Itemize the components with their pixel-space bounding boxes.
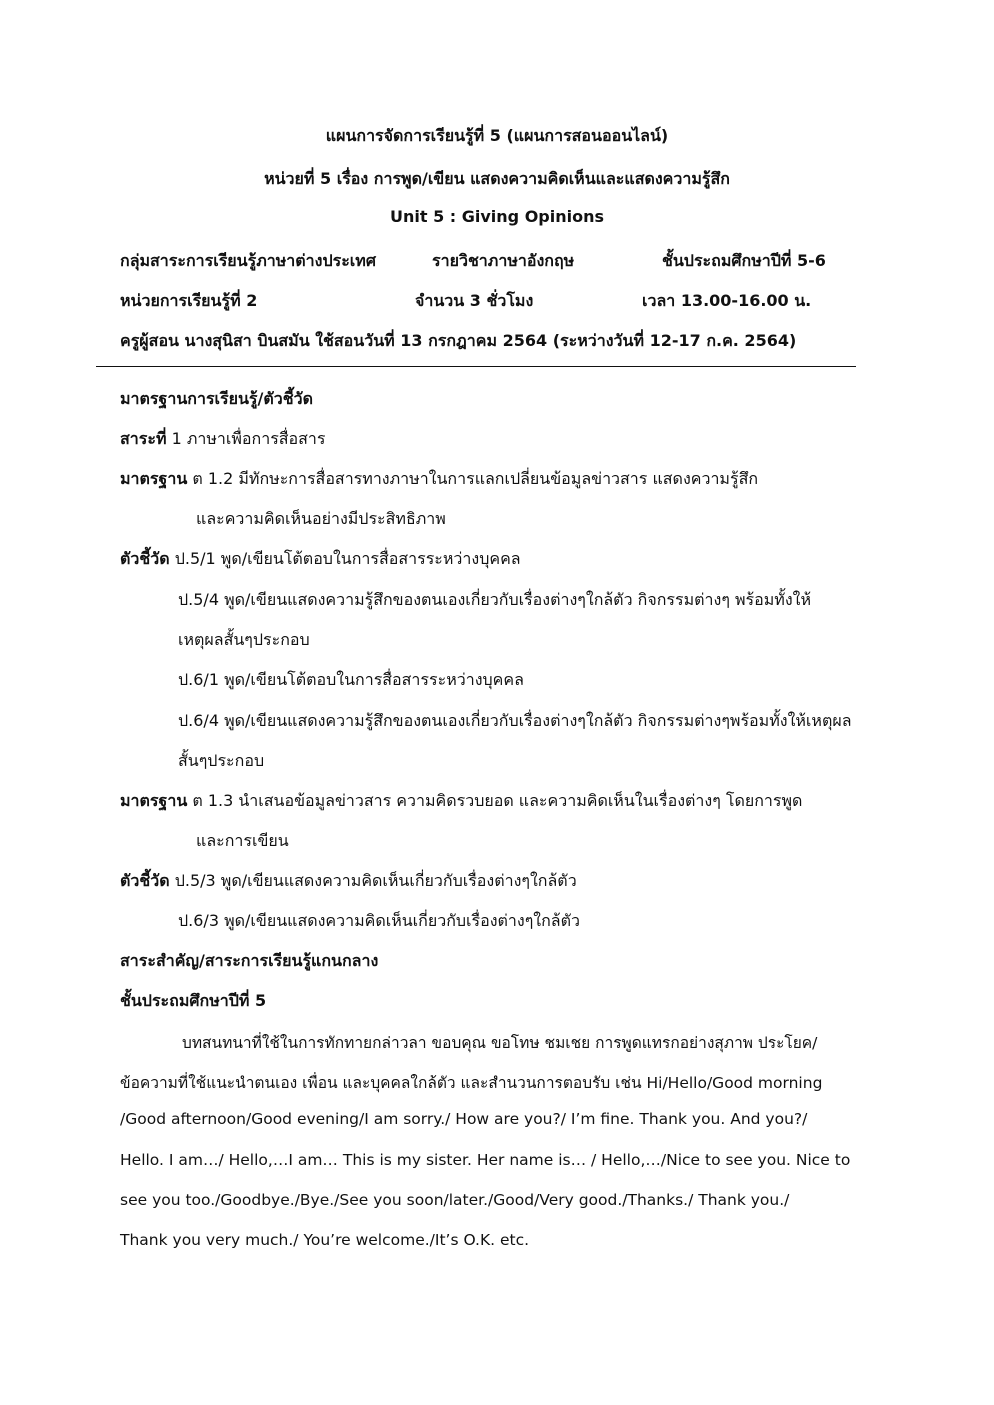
unit-title-th: หน่วยที่ 5 เรื่อง การพูด/เขียน แสดงความคิดเห็นและแสดงความรู้สึก: [264, 169, 730, 188]
indicator2-line: [120, 869, 577, 894]
standard1-label: มาตรฐาน: [120, 469, 188, 488]
paragraph-line: Hello. I am…/ Hello,…I am… This is my sister. Her name is… / Hello,…/Nice to see you. Nice to: [120, 1151, 851, 1169]
indicator1-label: ตัวชี้วัด: [120, 549, 170, 568]
standard2-label: มาตรฐาน: [120, 791, 188, 810]
paragraph-line: บทสนทนาที่ใช้ในการทักทายกล่าวลา ขอบคุณ ขอโทษ ชมเชย การพูดแทรกอย่างสุภาพ ประโยค/: [182, 1034, 818, 1052]
indicator-p63: ป.6/3 พูด/เขียนแสดงความคิดเห็นเกี่ยวกับเรื่องต่างๆใกล้ตัว: [178, 911, 580, 930]
indicator2-text: ป.5/3 พูด/เขียนแสดงความคิดเห็นเกี่ยวกับเรื่องต่างๆใกล้ตัว: [169, 871, 577, 890]
learning-unit: หน่วยการเรียนรู้ที่ 2: [120, 291, 258, 310]
strand-line: [120, 427, 326, 452]
strand-label: สาระที่: [120, 429, 167, 448]
subject-name: รายวิชาภาษาอังกฤษ: [432, 251, 575, 270]
indicator-p54: ป.5/4 พูด/เขียนแสดงความรู้สึกของตนเองเกี่ยวกับเรื่องต่างๆใกล้ตัว กิจกรรมต่างๆ พร้อมทั้งให้: [178, 590, 812, 609]
subject-group: กลุ่มสาระการเรียนรู้ภาษาต่างประเทศ: [120, 251, 376, 270]
standard1-cont: และความคิดเห็นอย่างมีประสิทธิภาพ: [196, 509, 446, 528]
indicator2-label: ตัวชี้วัด: [120, 871, 170, 890]
grade5-heading: ชั้นประถมศึกษาปีที่ 5: [120, 991, 267, 1010]
paragraph-line: Thank you very much./ You’re welcome./It’s O.K. etc.: [120, 1231, 530, 1249]
strand-text: 1 ภาษาเพื่อการสื่อสาร: [166, 429, 326, 448]
standard2-line: [120, 789, 802, 814]
hours: จำนวน 3 ชั่วโมง: [415, 291, 534, 310]
core-heading: สาระสำคัญ/สาระการเรียนรู้แกนกลาง: [120, 951, 379, 970]
paragraph-line: see you too./Goodbye./Bye./See you soon/later./Good/Very good./Thanks./ Thank you./: [120, 1191, 790, 1209]
standard2-text: ต 1.3 นำเสนอข้อมูลข่าวสาร ความคิดรวบยอด และความคิดเห็นในเรื่องต่างๆ โดยการพูด: [187, 791, 803, 810]
indicator-p54-cont: เหตุผลสั้นๆประกอบ: [178, 630, 310, 649]
meta-row-subject: [120, 249, 860, 275]
unit-title-en: Unit 5 : Giving Opinions: [389, 207, 605, 226]
divider: [96, 366, 856, 367]
indicator-p64-cont: สั้นๆประกอบ: [178, 751, 265, 770]
time: เวลา 13.00-16.00 น.: [642, 291, 812, 310]
standards-heading: มาตรฐานการเรียนรู้/ตัวชี้วัด: [120, 389, 313, 408]
standard1-line: [120, 467, 758, 492]
indicator1-text: ป.5/1 พูด/เขียนโต้ตอบในการสื่อสารระหว่างบุคคล: [169, 549, 521, 568]
meta-row-unit: [120, 289, 860, 315]
standard2-cont: และการเขียน: [196, 831, 289, 850]
standard1-text: ต 1.2 มีทักษะการสื่อสารทางภาษาในการแลกเปลี่ยนข้อมูลข่าวสาร แสดงความรู้สึก: [187, 469, 759, 488]
indicator-p64: ป.6/4 พูด/เขียนแสดงความรู้สึกของตนเองเกี่ยวกับเรื่องต่างๆใกล้ตัว กิจกรรมต่างๆพร้อมทั้งให้เหตุผล: [178, 711, 852, 730]
document-title: แผนการจัดการเรียนรู้ที่ 5 (แผนการสอนออนไลน์): [325, 126, 669, 145]
indicator1-line: [120, 547, 521, 572]
paragraph-line: /Good afternoon/Good evening/I am sorry./ How are you?/ I’m fine. Thank you. And you?/: [120, 1110, 808, 1128]
paragraph-line: ข้อความที่ใช้แนะนำตนเอง เพื่อน และบุคคลใกล้ตัว และสำนวนการตอบรับ เช่น Hi/Hello/Good morning: [120, 1074, 823, 1092]
indicator-p61: ป.6/1 พูด/เขียนโต้ตอบในการสื่อสารระหว่างบุคคล: [178, 670, 524, 689]
grade-level: ชั้นประถมศึกษาปีที่ 5-6: [662, 251, 826, 270]
teacher-line: ครูผู้สอน นางสุนิสา บินสมัน ใช้สอนวันที่ 13 กรกฎาคม 2564 (ระหว่างวันที่ 12-17 ก.ค. 2564): [120, 331, 797, 350]
